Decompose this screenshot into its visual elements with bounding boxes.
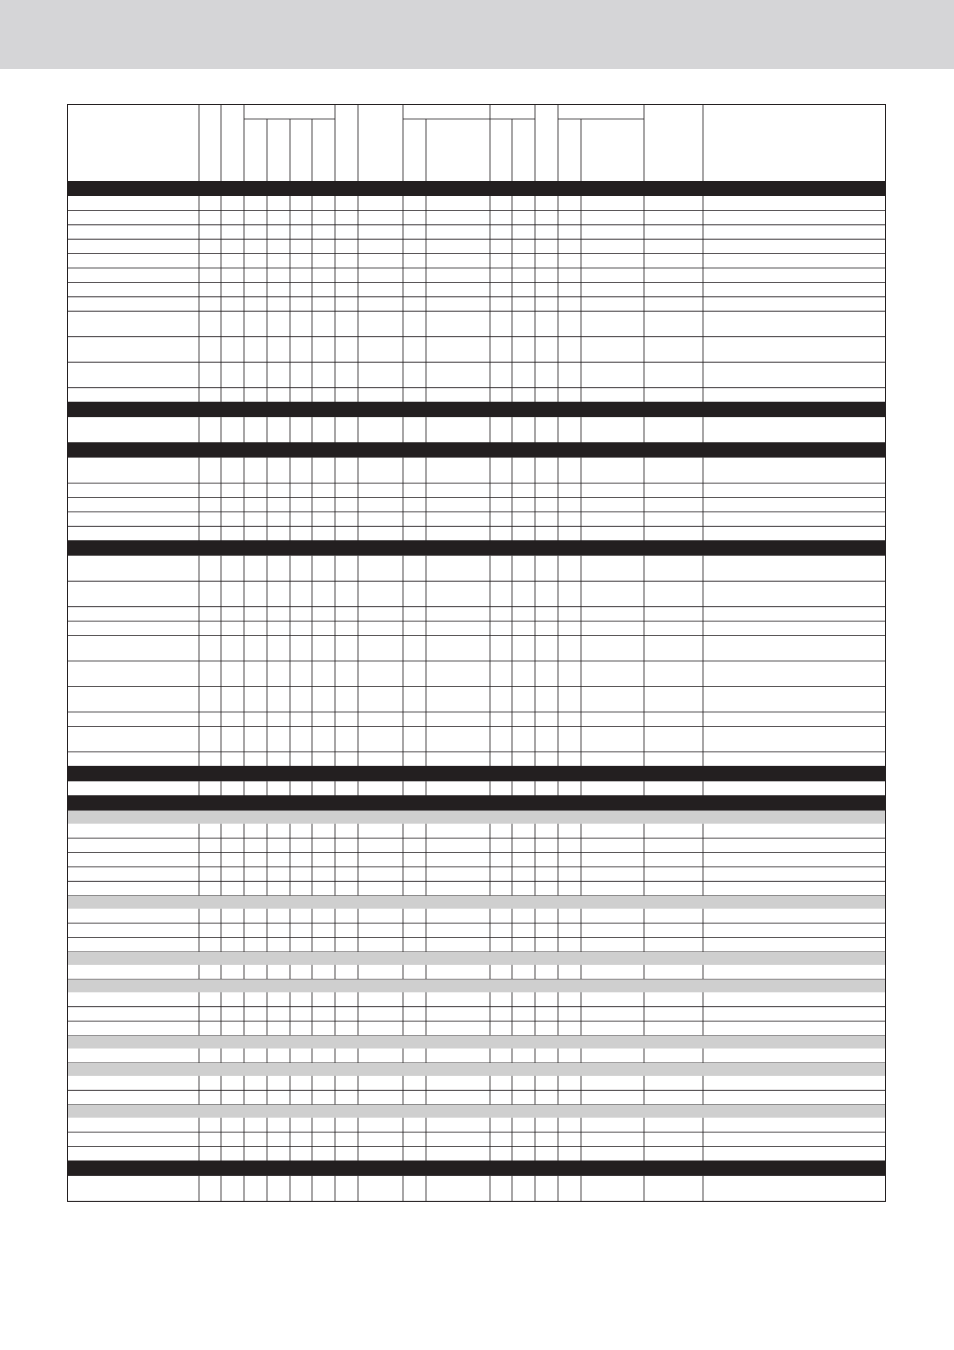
table-row xyxy=(68,1076,886,1090)
table-row xyxy=(68,923,886,937)
table-row xyxy=(68,268,886,282)
table-row xyxy=(68,992,886,1006)
table-row xyxy=(68,726,886,752)
subsection-header-bar xyxy=(68,1063,886,1076)
table-row xyxy=(68,512,886,526)
table-row xyxy=(68,239,886,253)
table-row xyxy=(68,1147,886,1161)
table-row xyxy=(68,1007,886,1021)
section-header-bar xyxy=(68,443,886,458)
table-row xyxy=(68,867,886,881)
table-row xyxy=(68,661,886,687)
table-row xyxy=(68,1090,886,1104)
section-header-bar xyxy=(68,541,886,556)
section-header-bar xyxy=(68,766,886,781)
table-row xyxy=(68,254,886,268)
table-row xyxy=(68,824,886,838)
section-header-bar xyxy=(68,1161,886,1176)
section-header-bar xyxy=(68,181,886,196)
subsection-header-bar xyxy=(68,811,886,824)
section-header-bar xyxy=(68,402,886,417)
table-row xyxy=(68,607,886,621)
table-row xyxy=(68,581,886,607)
table-row xyxy=(68,1021,886,1035)
table-row xyxy=(68,621,886,635)
table-row xyxy=(68,483,886,497)
table-row xyxy=(68,938,886,952)
subsection-header-bar xyxy=(68,979,886,992)
table-row xyxy=(68,556,886,582)
table-row xyxy=(68,458,886,484)
table-row xyxy=(68,225,886,239)
table-row xyxy=(68,712,886,726)
table-row xyxy=(68,838,886,852)
table-row xyxy=(68,388,886,402)
table-row xyxy=(68,752,886,766)
table-row xyxy=(68,297,886,311)
subsection-header-bar xyxy=(68,1105,886,1118)
table-row xyxy=(68,362,886,388)
table-row xyxy=(68,282,886,296)
table-row xyxy=(68,210,886,224)
table-row xyxy=(68,636,886,662)
table-row xyxy=(68,1118,886,1132)
subsection-header-bar xyxy=(68,952,886,965)
table-row xyxy=(68,337,886,363)
subsection-header-bar xyxy=(68,896,886,909)
table-row xyxy=(68,781,886,795)
table-row xyxy=(68,498,886,512)
table-row xyxy=(68,965,886,979)
table-row xyxy=(68,881,886,895)
table-row xyxy=(68,1176,886,1202)
subsection-header-bar xyxy=(68,1036,886,1049)
section-header-bar xyxy=(68,796,886,811)
table-row xyxy=(68,853,886,867)
table-row xyxy=(68,909,886,923)
table-row xyxy=(68,417,886,443)
table-row xyxy=(68,526,886,540)
table-row xyxy=(68,1132,886,1146)
table-row xyxy=(68,1049,886,1063)
table-row xyxy=(68,311,886,337)
table-row xyxy=(68,196,886,210)
table-row xyxy=(68,687,886,713)
